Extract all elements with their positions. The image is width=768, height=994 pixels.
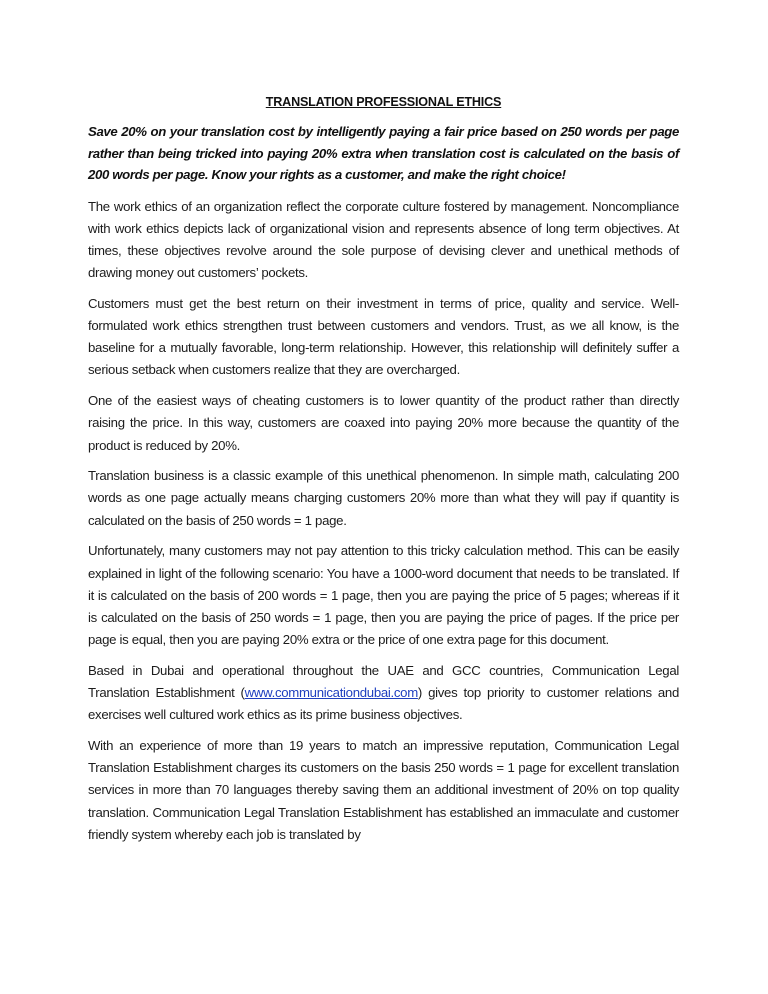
lead-paragraph: Save 20% on your translation cost by intelligently paying a fair price based on 250 words per page rather than being tricked into paying 20% extra when translation cost is calculated on the basis of 200 words per page. Know your rights as a customer, and make the right choice! — [88, 124, 679, 182]
dubai-text-before: Based in Dubai and operational throughout the UAE and GCC countries, Communication Legal Translation Establishment ( — [88, 662, 679, 701]
paragraph-dubai-establishment — [88, 660, 679, 727]
paragraph-work-ethics: The work ethics of an organization reflect the corporate culture fostered by management. Noncompliance with work ethics depicts lack of organizational vision and represents absence of long term objectives. At times, these objectives revolve around the sole purpose of devising clever and unethical methods of drawing money out customers’ pockets. — [88, 198, 679, 281]
paragraph-calculation-scenario: Unfortunately, many customers may not pay attention to this tricky calculation method. This can be easily explained in light of the following scenario: You have a 1000-word document that needs to be translated. If it is calculated on the basis of 200 words = 1 page, then you are paying the price of 5 pages; whereas if it is calculated on the basis of 250 words = 1 page, then you are paying the price of pages. If the price per page is equal, then you are paying 20% extra or the price of one extra page for this document. — [88, 543, 679, 648]
paragraph-translation-business: Translation business is a classic example of this unethical phenomenon. In simple math, calculating 200 words as one page actually means charging customers 20% more than what they will pay if quantity is calculated on the basis of 250 words = 1 page. — [88, 468, 679, 528]
website-link[interactable]: www.communicationdubai.com — [244, 685, 418, 701]
dubai-text-after: ) gives top priority to customer relations and exercises well cultured work ethics as its prime business objectives. — [88, 685, 679, 723]
document-page — [88, 92, 679, 854]
paragraph-experience: With an experience of more than 19 years to match an impressive reputation, Communication Legal Translation Establishment charges its customers on the basis 250 words = 1 page for excellent translation services in more than 70 languages thereby saving them an additional investment of 20% on top quality translation. Communication Legal Translation Establishment has established an immaculate and customer friendly system whereby each job is translated by — [88, 737, 679, 842]
paragraph-customer-return: Customers must get the best return on their investment in terms of price, quality and service. Well-formulated work ethics strengthen trust between customers and vendors. Trust, as we all know, is the baseline for a mutually favorable, long-term relationship. However, this relationship will definitely suffer a serious setback when customers realize that they are overcharged. — [88, 295, 679, 378]
paragraph-cheating-customers: One of the easiest ways of cheating customers is to lower quantity of the product rather than directly raising the price. In this way, customers are coaxed into paying 20% more because the quantity of the product is reduced by 20%. — [88, 393, 679, 453]
document-title: TRANSLATION PROFESSIONAL ETHICS — [265, 95, 502, 109]
